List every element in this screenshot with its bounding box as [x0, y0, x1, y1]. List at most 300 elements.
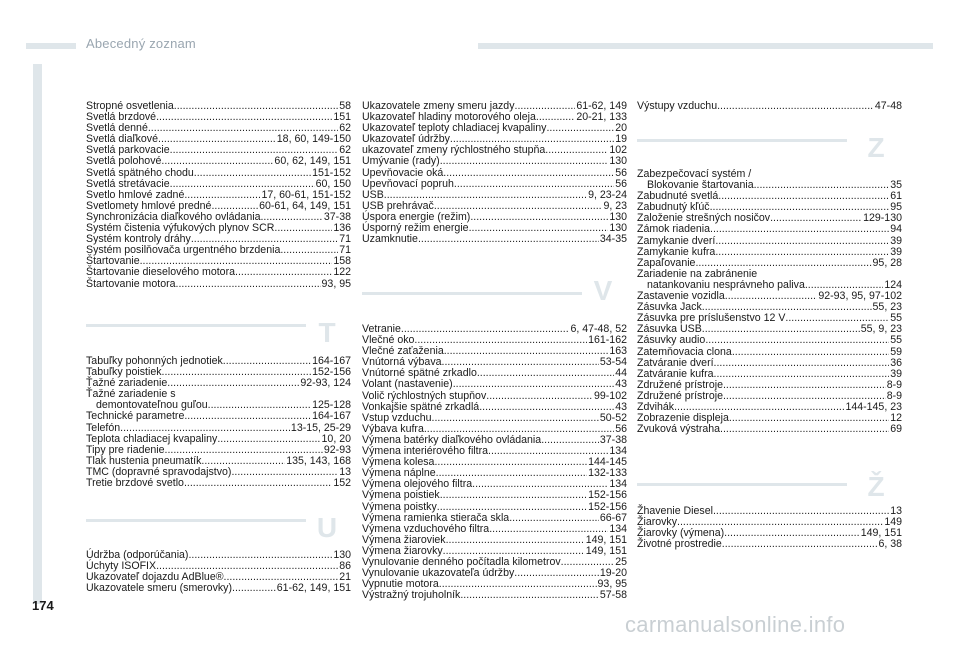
dot-leader	[439, 579, 597, 590]
entries-col1-s0	[86, 101, 351, 290]
entries-col3-s0	[637, 101, 902, 112]
dot-leader	[120, 423, 290, 434]
index-entry-page: 130	[333, 549, 351, 561]
index-entry-page: 37-38	[323, 210, 351, 223]
index-entry-page: 20-21, 133	[576, 111, 627, 124]
index-entry-term: Tabuľky poistiek	[86, 366, 162, 379]
index-entry-term: Zamykanie dverí	[637, 234, 716, 247]
header-bar-right	[478, 43, 933, 49]
index-entry-page: 95	[890, 201, 902, 214]
index-entry-page: 50-52	[599, 411, 627, 424]
index-entry-page: 71	[339, 233, 351, 246]
dot-leader	[440, 490, 587, 501]
dot-leader	[715, 236, 889, 247]
index-entry-term: Ukazovateľ dojazdu AdBlue®	[86, 571, 224, 584]
section-letter-u: U	[316, 512, 338, 543]
index-entry	[362, 168, 627, 179]
dot-leader	[432, 413, 599, 424]
index-entry-page: 69	[890, 423, 902, 436]
dot-leader	[174, 101, 338, 112]
watermark: carmanualsonline.info	[625, 612, 846, 637]
dot-leader	[754, 180, 890, 191]
index-entry-term: Vynulovanie ukazovateľa údržby	[362, 567, 515, 580]
dot-leader	[714, 369, 890, 380]
index-entry-page: 8-9	[886, 378, 902, 391]
index-entry-page: 161-162	[588, 334, 627, 347]
index-entry-term: TMC (dopravné spravodajstvo)	[86, 465, 232, 478]
index-entry-term: Synchronizácia diaľkového ovládania	[86, 210, 261, 223]
index-entry-term: Výmena batérky diaľkového ovládania	[362, 433, 542, 446]
dot-leader	[162, 367, 312, 378]
index-entry-term: Zastavenie vozidla	[637, 290, 725, 303]
entries-col1-s2	[86, 550, 351, 594]
index-entry-page: 6, 47-48, 52	[570, 323, 627, 335]
dot-leader	[722, 539, 878, 550]
dot-leader	[176, 279, 321, 290]
index-entry-term: Svetlá polohové	[86, 155, 162, 168]
index-entry-term: Svetlá parkovacie	[86, 144, 170, 157]
index-entry-term: Zásuvka USB	[637, 323, 702, 336]
index-entry-page: 149	[884, 516, 902, 529]
index-entry-page: 55	[890, 312, 902, 325]
index-entry-term: Volič rýchlostných stupňov	[362, 389, 487, 402]
dot-leader	[723, 380, 886, 391]
index-entry-term: Zatváranie kufra	[637, 367, 714, 380]
dot-leader	[232, 583, 276, 594]
index-entry-page: 39	[890, 245, 902, 258]
section-title: Abecedný zoznam	[86, 36, 196, 51]
index-entry-term: Zásuvky audio	[637, 334, 706, 347]
index-entry-term: Výstupy vzduchu	[637, 100, 718, 112]
index-entry-page: 152-156	[588, 489, 627, 502]
dot-leader	[217, 434, 320, 445]
dot-leader	[184, 478, 332, 489]
index-entry-page: 99-102	[594, 389, 627, 402]
index-entry-term: Zásuvka Jack	[637, 301, 702, 314]
index-entry-term: Výmena poistiek	[362, 489, 440, 502]
index-entry-term: Zatváranie dverí	[637, 356, 714, 369]
index-entry-page: 152-156	[588, 500, 627, 513]
index-entry-page: 55, 23	[872, 301, 902, 314]
index-entry-term: Svetlá spätného chodu	[86, 166, 194, 179]
index-entry-page: 130	[609, 210, 627, 223]
index-entry-term: Zvuková výstraha	[637, 423, 721, 436]
index-entry-page: 136	[333, 222, 351, 235]
index-entry-page: 66-67	[599, 511, 627, 524]
dot-leader	[714, 358, 890, 369]
index-entry-term: Ukazovatele smeru (smerovky)	[86, 582, 232, 595]
index-entry-term: Blokovanie štartovania	[647, 179, 754, 192]
index-entry-page: 129-130	[863, 212, 902, 225]
index-entry-page: 18, 60, 149-150	[276, 133, 351, 146]
index-entry-term: Združené prístroje	[637, 389, 723, 402]
index-entry-term: Svetlomety hmlové predné	[86, 199, 212, 212]
dot-leader	[705, 335, 889, 346]
index-entry-term: Systém posilňovača urgentného brzdenia	[86, 244, 281, 257]
dot-leader	[717, 101, 874, 112]
index-entry-page: 125-128	[312, 399, 351, 412]
dot-leader	[546, 123, 614, 134]
index-entry-term: Výmena žiaroviek	[362, 533, 446, 546]
index-entry-term: Žhavenie Diesel	[637, 505, 713, 517]
index-entry-term: Ťažné zariadenie	[86, 377, 168, 390]
section-divider-zh	[637, 483, 847, 486]
index-entry	[86, 156, 351, 167]
index-entry-page: 34-35	[599, 233, 627, 246]
index-entry-page: 58	[339, 100, 351, 112]
index-entry-page: 60-61, 64, 149, 151	[259, 199, 351, 212]
index-entry-page: 152	[333, 477, 351, 490]
section-letter-t: T	[318, 317, 336, 348]
dot-leader	[715, 247, 889, 258]
entries-col3-s1	[637, 169, 902, 435]
index-entry-term: Tretie brzdové svetlo	[86, 477, 184, 490]
dot-leader	[444, 346, 609, 357]
dot-leader	[486, 391, 593, 402]
dot-leader	[720, 424, 889, 435]
dot-leader	[509, 513, 599, 524]
dot-leader	[156, 112, 332, 123]
index-entry-term: Štartovanie	[86, 255, 140, 268]
index-entry-term: Zariadenie na zabránenie	[637, 267, 758, 280]
index-entry	[637, 236, 902, 247]
index-entry-page: 132-133	[588, 467, 627, 480]
index-entry-page: 62	[339, 144, 351, 157]
index-entry	[362, 490, 627, 501]
section-letter-zh: Ž	[867, 471, 885, 502]
index-entry-term: Upevňovacie oká	[362, 166, 444, 179]
index-entry	[637, 424, 902, 435]
index-entry-page: 9, 23-24	[588, 188, 627, 201]
dot-leader	[479, 402, 614, 413]
index-entry-page: 61	[890, 190, 902, 203]
index-entry-term: Tabuľky pohonných jednotiek	[86, 355, 223, 367]
index-entry-term: Štartovanie dieselového motora	[86, 266, 235, 279]
index-entry-term: Vetranie	[362, 323, 401, 335]
dot-leader	[188, 550, 332, 561]
index-entry-page: 43	[615, 400, 627, 413]
index-entry-page: 86	[339, 560, 351, 573]
index-entry-term: Zabezpečovací systém /	[637, 168, 752, 180]
index-entry-page: 20	[615, 122, 627, 135]
index-entry-term: Výmena náplne	[362, 467, 436, 480]
index-entry-page: 47-48	[874, 100, 902, 112]
index-entry-page: 56	[615, 177, 627, 190]
index-entry	[362, 590, 627, 601]
index-entry-page: 134	[609, 445, 627, 458]
index-entry-term: Ukazovateľ hladiny motorového oleja	[362, 111, 536, 124]
index-entry-term: Vlečné oko	[362, 334, 415, 347]
dot-leader	[702, 324, 860, 335]
index-entry-page: 13	[890, 505, 902, 517]
index-entry-term: Výmena olejového filtra	[362, 478, 473, 491]
section-divider-v	[362, 292, 582, 295]
index-entry-page: 164-167	[312, 355, 351, 367]
index-entry	[86, 423, 351, 434]
index-entry-page: 92-93, 124	[300, 377, 351, 390]
entries-col2-s1	[362, 324, 627, 601]
index-entry-page: 19-20	[599, 567, 627, 580]
side-bar	[33, 64, 42, 604]
index-entry-term: Výmena kolesa	[362, 456, 435, 469]
dot-leader	[418, 234, 599, 245]
section-letter-v: V	[593, 275, 613, 306]
index-entry-term: Svetlá stretávacie	[86, 177, 170, 190]
index-entry-term: Vstup vzduchu	[362, 411, 432, 424]
index-entry-page: 53-54	[599, 356, 627, 369]
index-entry-term: Výmena poistky	[362, 500, 437, 513]
index-entry	[362, 502, 627, 513]
index-entry-term: Výmena interiérového filtra	[362, 445, 489, 458]
dot-leader	[453, 379, 615, 390]
dot-leader	[194, 168, 311, 179]
index-entry-term: Vlečné zaťaženia	[362, 345, 444, 358]
index-entry-term: USB prehrávač	[362, 199, 434, 212]
index-entry-page: 164-167	[312, 410, 351, 423]
index-entry-term: demontovateľnou guľou	[96, 399, 208, 412]
index-entry-page: 95, 28	[872, 256, 902, 269]
index-entry	[637, 335, 902, 346]
index-entry-page: 92-93, 95, 97-102	[818, 290, 902, 303]
section-letter-z: Z	[867, 132, 885, 163]
index-entry-page: 130	[609, 155, 627, 168]
index-entry	[86, 168, 351, 179]
index-entry-page: 44	[615, 367, 627, 380]
index-entry-term: Zabudnuté svetlá	[637, 190, 719, 203]
index-entry-term: Svetlá brzdové	[86, 111, 157, 124]
dot-leader	[770, 213, 862, 224]
index-entry-page: 12	[890, 412, 902, 425]
index-entry-page: 158	[333, 255, 351, 268]
index-entry-term: Združené prístroje	[637, 378, 723, 391]
index-entry-page: 135, 143, 168	[286, 454, 351, 467]
index-entry-term: Žiarovky (výmena)	[637, 527, 725, 540]
dot-leader	[158, 134, 276, 145]
index-entry-term: ukazovateľ zmeny rýchlostného stupňa	[362, 144, 546, 157]
index-entry-page: 163	[609, 345, 627, 358]
index-entry-term: Úspora energie (režim)	[362, 210, 471, 223]
index-entry-page: 17, 60-61, 151-152	[261, 188, 351, 201]
index-entry-page: 8-9	[886, 389, 902, 402]
index-entry-page: 43	[615, 378, 627, 391]
dot-leader	[161, 156, 273, 167]
index-entry-page: 144-145, 23	[845, 400, 902, 413]
index-entry	[86, 267, 351, 278]
index-entry-page: 6, 38	[878, 538, 902, 551]
dot-leader	[718, 191, 889, 202]
page-number: 174	[32, 598, 54, 613]
index-entry	[637, 539, 902, 550]
index-entry-term: Výmena ramienka stierača skla	[362, 511, 510, 524]
index-entry-term: Vypnutie motora	[362, 578, 439, 591]
dot-leader	[724, 528, 860, 539]
index-entry-term: Zapaľovanie	[637, 256, 696, 269]
index-entry-page: 71	[339, 244, 351, 257]
index-entry-page: 122	[333, 266, 351, 279]
index-entry	[86, 411, 351, 422]
section-divider-t	[86, 324, 306, 327]
index-entry-page: 39	[890, 234, 902, 247]
index-entry-term: Stropné osvetlenia	[86, 100, 174, 112]
index-entry-term: Ukazovateľ teploty chladiacej kvapaliny	[362, 122, 547, 135]
index-entry-term: Ukazovatele zmeny smeru jazdy	[362, 100, 515, 112]
index-entry-page: 19	[615, 133, 627, 146]
index-entry-term: Zásuvka pre príslušenstvo 12 V	[637, 312, 786, 325]
dot-leader	[184, 411, 311, 422]
index-entry-page: 149, 151	[585, 533, 627, 546]
index-entry-term: Vonkajšie spätné zrkadlá	[362, 400, 480, 413]
index-entry-term: Technické parametre	[86, 410, 185, 423]
index-entry-term: Zdvihák	[637, 400, 675, 413]
index-entry	[86, 478, 351, 489]
index-entry	[86, 279, 351, 290]
index-entry-page: 149, 151	[860, 527, 902, 540]
index-entry	[637, 347, 902, 358]
index-entry-page: 13-15, 25-29	[290, 421, 351, 434]
dot-leader	[434, 457, 587, 468]
index-entry-term: Žiarovky	[637, 516, 678, 529]
index-entry-term: Štartovanie motora	[86, 277, 176, 290]
index-entry-page: 21	[339, 571, 351, 584]
index-entry-term: Ukazovateľ údržby	[362, 133, 450, 146]
index-entry-term: USB	[362, 188, 384, 201]
index-entry-page: 55	[890, 334, 902, 347]
index-entry-page: 9, 23	[603, 199, 627, 212]
index-entry-page: 60, 150	[315, 177, 351, 190]
index-entry-term: Výbava kufra	[362, 422, 424, 435]
index-entry-page: 149, 151	[585, 544, 627, 557]
index-entry-page: 94	[890, 223, 902, 236]
entries-col3-s2	[637, 506, 902, 550]
index-entry-page: 59	[890, 345, 902, 358]
index-entry-page: 36	[890, 356, 902, 369]
index-entry-term: Volant (nastavenie)	[362, 378, 453, 391]
index-entry-page: 61-62, 149, 151	[276, 582, 351, 595]
dot-leader	[437, 502, 587, 513]
index-entry-page: 56	[615, 422, 627, 435]
index-entry-term: Vnútorná výbava	[362, 356, 442, 369]
index-entry-term: Svetlo hmlové zadné	[86, 188, 185, 201]
index-entry-page: 35	[890, 179, 902, 192]
index-entry-page: 57-58	[599, 589, 627, 602]
dot-leader	[541, 435, 599, 446]
index-entry-page: 56	[615, 166, 627, 179]
index-entry	[362, 391, 627, 402]
index-entry-page: 60, 62, 149, 151	[274, 155, 351, 168]
section-divider-u	[86, 519, 306, 522]
section-divider-z	[637, 139, 847, 142]
dot-leader	[710, 224, 889, 235]
index-entry-term: Systém kontroly dráhy	[86, 233, 191, 246]
index-entry-term: Uzamknutie	[362, 233, 418, 246]
index-entry-term: Vynulovanie denného počítadla kilometrov	[362, 555, 561, 568]
dot-leader	[725, 291, 818, 302]
index-entry	[362, 156, 627, 167]
index-entry-term: Zabudnutý kľúč	[637, 201, 710, 214]
dot-leader	[231, 467, 338, 478]
index-entry-page: 39	[890, 367, 902, 380]
dot-leader	[545, 145, 608, 156]
dot-leader	[235, 267, 332, 278]
index-entry-term: Zamykanie kufra	[637, 245, 716, 258]
index-entry-page: 62	[339, 122, 351, 135]
index-entry-page: 102	[609, 144, 627, 157]
dot-leader	[440, 156, 609, 167]
header-bar-left	[26, 43, 76, 49]
index-entry-term: natankovaniu nesprávneho paliva	[647, 278, 805, 291]
index-entry-page: 55, 9, 23	[860, 323, 902, 336]
index-entry-term: Zatemňovacia clona	[637, 345, 732, 358]
index-entry	[637, 101, 902, 112]
index-entry	[637, 224, 902, 235]
index-entry-term: Telefón	[86, 421, 121, 434]
index-entry-page: 10, 20	[321, 432, 351, 445]
index-entry-term: Životné prostredie	[637, 538, 722, 551]
dot-leader	[446, 535, 585, 546]
index-entry-term: Teplota chladiacej kvapaliny	[86, 432, 218, 445]
index-entry-page: 134	[609, 478, 627, 491]
index-entry-page: 134	[609, 522, 627, 535]
dot-leader	[469, 223, 609, 234]
index-entry-term: Výmena žiarovky	[362, 544, 443, 557]
index-entry-page: 144-145	[588, 456, 627, 469]
index-entry-page: 93, 95	[597, 578, 627, 591]
index-entry-page: 151-152	[312, 166, 351, 179]
index-entry-page: 25	[615, 555, 627, 568]
index-entry-page: 151	[333, 111, 351, 124]
index-entry-term: Ťažné zariadenie s	[86, 388, 176, 401]
dot-leader	[401, 324, 570, 335]
index-entry-page: 124	[884, 278, 902, 291]
index-entry-term: Založenie strešných nosičov	[637, 212, 771, 225]
index-entry-term: Zobrazenie displeja	[637, 412, 729, 425]
dot-leader	[274, 223, 332, 234]
dot-leader	[729, 413, 889, 424]
dot-leader	[514, 568, 599, 579]
dot-leader	[223, 356, 311, 367]
index-entry	[362, 234, 627, 245]
index-entry-term: Umývanie (rady)	[362, 155, 440, 168]
dot-leader	[460, 590, 599, 601]
index-entry-term: Vnútorné spätné zrkadlo	[362, 367, 477, 380]
index-entry-term: Svetlá denné	[86, 122, 148, 135]
index-entry-page: 13	[339, 465, 351, 478]
index-entry-term: Systém čistenia výfukových plynov SCR	[86, 222, 275, 235]
index-entry-term: Upevňovací popruh	[362, 177, 454, 190]
index-entry-page: 92-93	[323, 443, 351, 456]
index-entry-page: 152-156	[312, 366, 351, 379]
dot-leader	[732, 347, 889, 358]
index-entry-page: 93, 95	[321, 277, 351, 290]
entries-col2-s0	[362, 101, 627, 245]
index-entry-term: Úsporný režim energie	[362, 222, 469, 235]
index-entry-page: 130	[609, 222, 627, 235]
index-entry-term: Výstražný trojuholník	[362, 589, 461, 602]
index-entry-term: Tlak hustenia pneumatík	[86, 454, 202, 467]
index-entry-page: 37-38	[599, 433, 627, 446]
index-entry	[86, 583, 351, 594]
index-entry-term: Tipy pre riadenie	[86, 443, 165, 456]
entries-col1-s1	[86, 356, 351, 489]
index-entry-term: Svetlá diaľkové	[86, 133, 158, 146]
dot-leader	[470, 212, 608, 223]
dot-leader	[713, 506, 889, 517]
index-entry-term: Zámok riadenia	[637, 223, 711, 236]
index-entry-term: Výmena vzduchového filtra	[362, 522, 490, 535]
dot-leader	[208, 400, 311, 411]
dot-leader	[280, 245, 338, 256]
index-entry-term: Úchyty ISOFIX	[86, 560, 157, 573]
